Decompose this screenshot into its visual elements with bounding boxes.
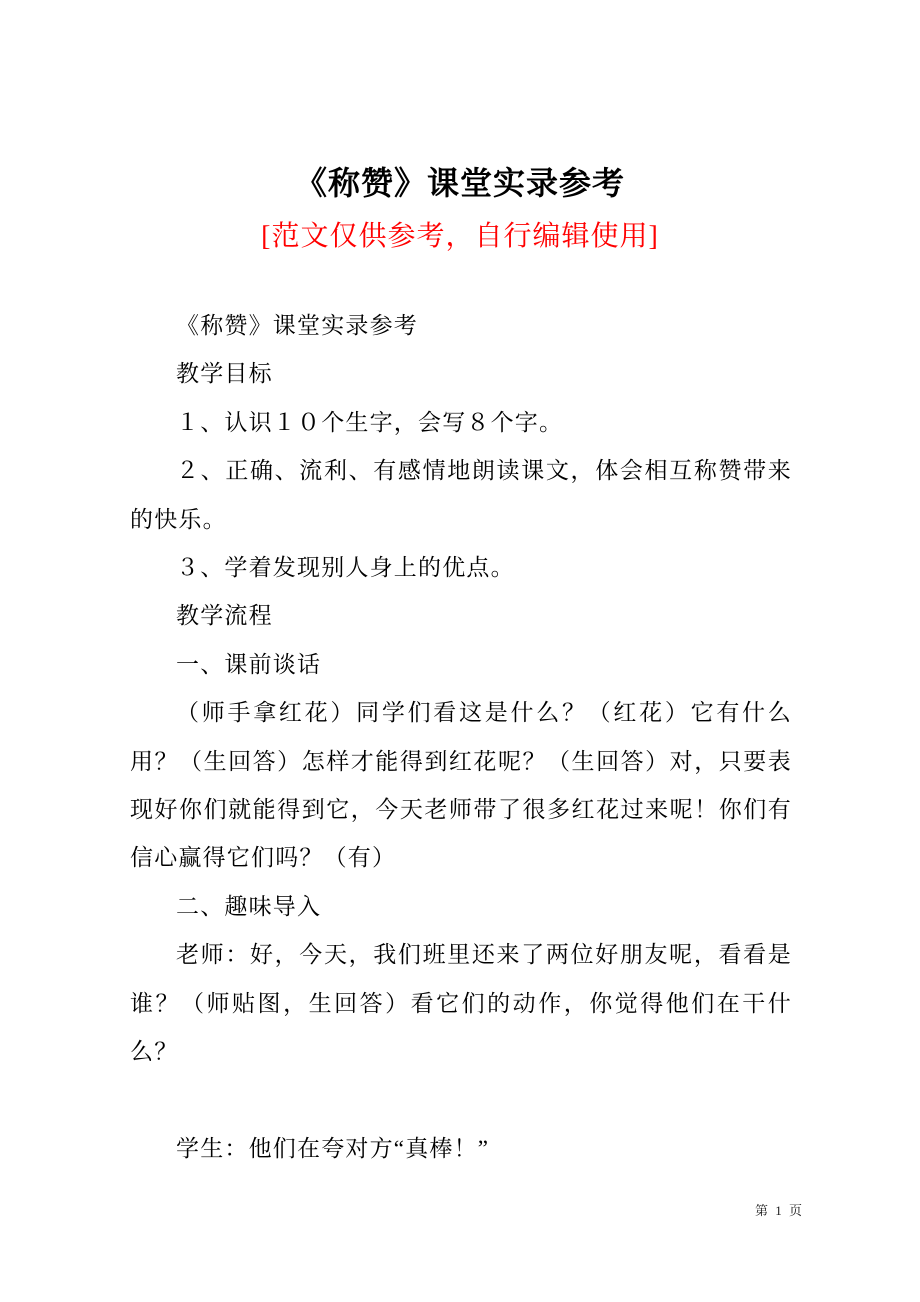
paragraph-pre-class-talk: （师手拿红花）同学们看这是什么？（红花）它有什么用？（生回答）怎样才能得到红花呢？（生回答）对，只要表现好你们就能得到它，今天老师带了很多红花过来呢！你们有信心赢得它们吗？（有） — [130, 700, 792, 871]
document-title: 《称赞》课堂实录参考 — [294, 165, 625, 201]
paragraph-student-line: 学生：他们在夸对方“真棒！” — [176, 1135, 490, 1161]
paragraph-teaching-goals: 教学目标 — [176, 361, 273, 387]
paragraph-section-2: 二、趣味导入 — [176, 893, 322, 919]
page-number-footer: 第 1 页 — [754, 1203, 804, 1218]
paragraph-teaching-process: 教学流程 — [176, 603, 273, 629]
document-subtitle: [范文仅供参考，自行编辑使用] — [261, 221, 659, 252]
paragraph-section-1: 一、课前谈话 — [176, 651, 322, 677]
empty-line — [130, 1077, 792, 1125]
paragraph-heading-repeat: 《称赞》课堂实录参考 — [176, 313, 418, 338]
paragraph-goal-2: ２、正确、流利、有感情地朗读课文，体会相互称赞带来的快乐。 — [130, 458, 792, 532]
paragraph-goal-3: ３、学着发现别人身上的优点。 — [176, 555, 515, 581]
document-body — [130, 302, 792, 1173]
paragraph-goal-1: １、认识１０个生字，会写８个字。 — [176, 409, 564, 435]
paragraph-teacher-line: 老师：好，今天，我们班里还来了两位好朋友呢，看看是谁？（师贴图，生回答）看它们的动作，你觉得他们在干什么？ — [130, 942, 792, 1065]
